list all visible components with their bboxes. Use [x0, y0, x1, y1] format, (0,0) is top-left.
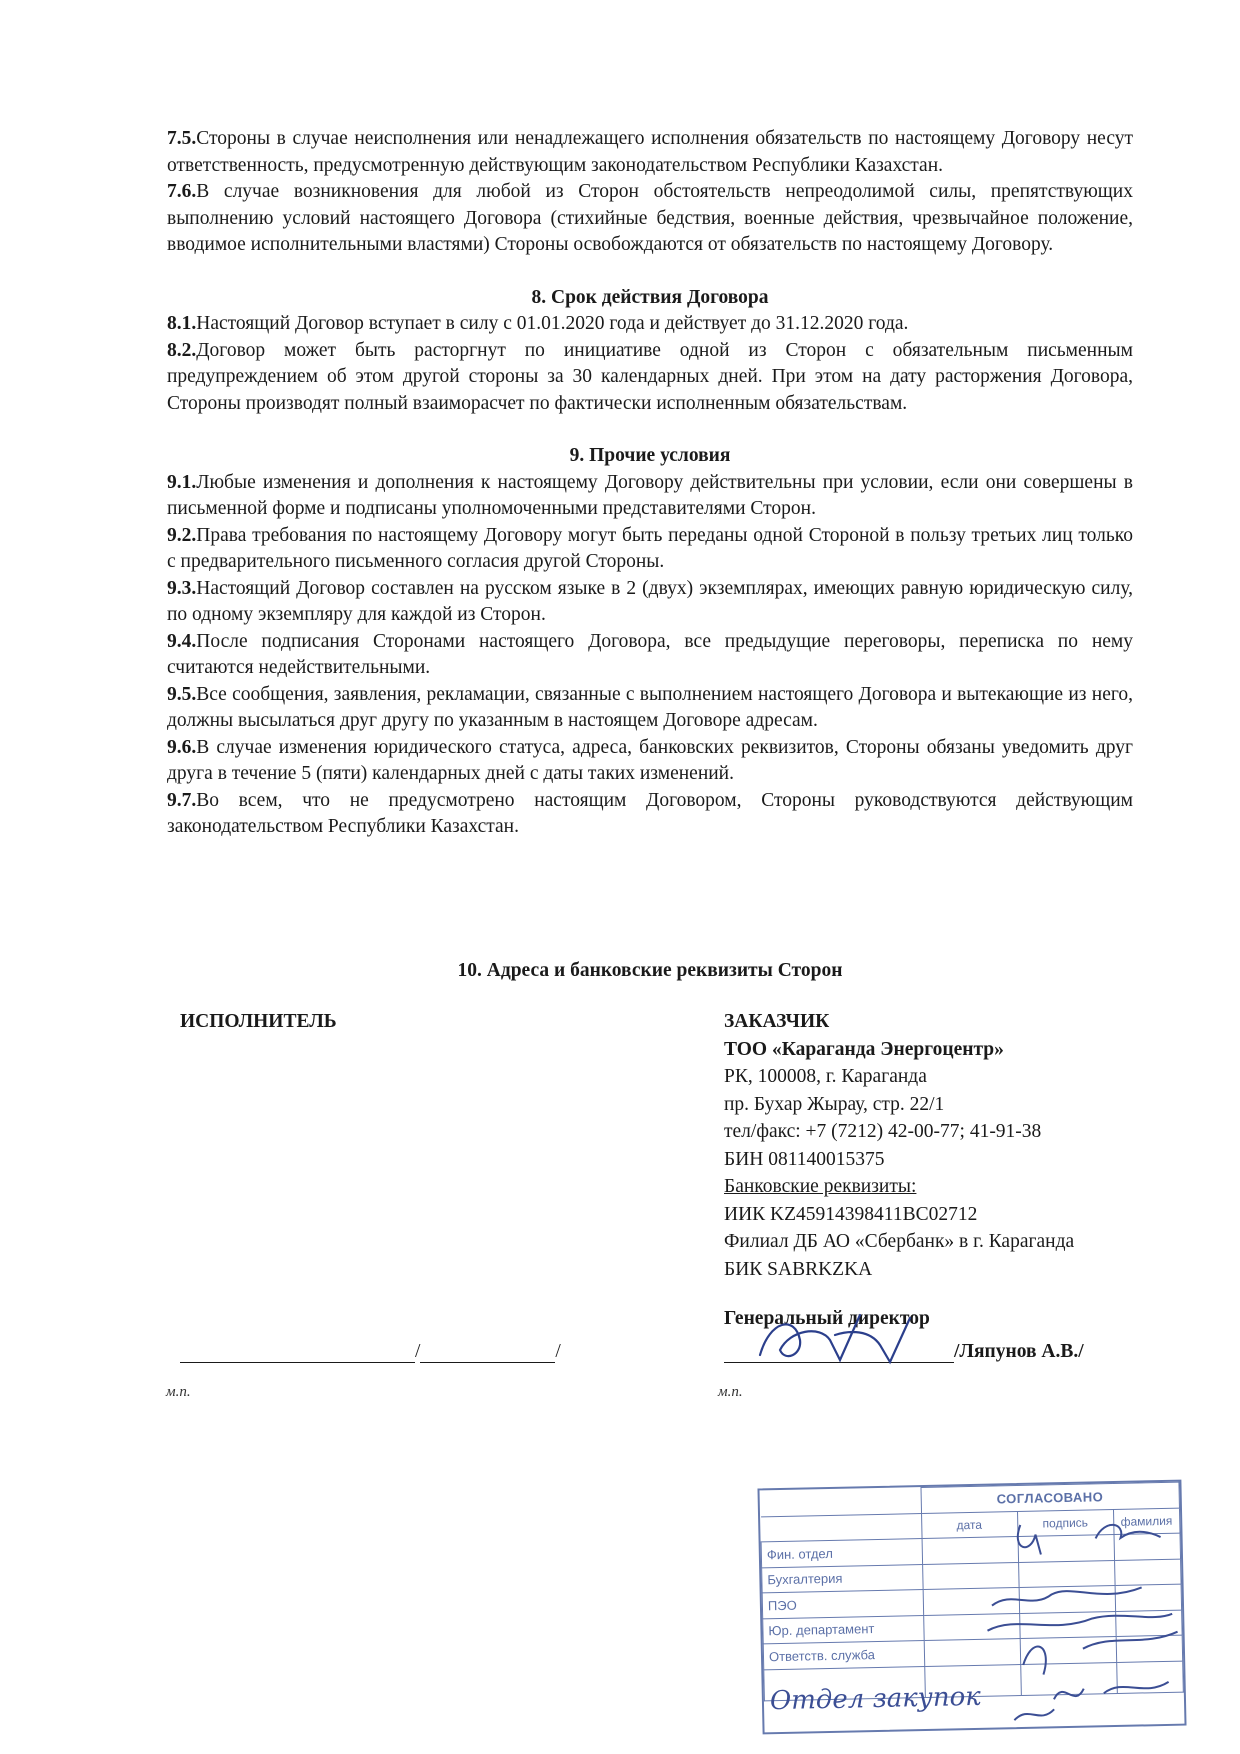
customer-company: ТОО «Караганда Энергоцентр» — [724, 1038, 1004, 1060]
stamp-col-surname: фамилия — [1113, 1508, 1180, 1535]
clause-number: 9.1. — [167, 471, 197, 493]
clause-text: В случае изменения юридического статуса, адреса, банковских реквизитов, Стороны обязаны уведомить друг друга в течение 5 (пяти) календарных дней с даты таких изменений. — [167, 736, 1133, 784]
clause-8-1 — [167, 311, 1133, 338]
clause-text: Любые изменения и дополнения к настоящему Договору действительны при условии, если они совершены в письменной форме и подписаны уполномоченными представителями Сторон. — [167, 471, 1133, 519]
section-9-title: 9. Прочие условия — [569, 445, 731, 466]
approval-signatures-icon — [760, 1482, 1185, 1733]
clause-number: 8.2. — [167, 339, 197, 361]
clause-8-2 — [167, 338, 1133, 418]
clause-number: 7.6. — [167, 181, 197, 202]
executor-label: ИСПОЛНИТЕЛЬ — [180, 1011, 337, 1032]
clause-text: Стороны в случае неисполнения или ненадлежащего исполнения обязательств по настоящему Договору несут ответственность, предусмотренную действующим законодательством Республики Казахстан. — [167, 128, 1133, 176]
clause-number: 9.7. — [167, 789, 197, 811]
stamp-col-sign: подпись — [1017, 1509, 1114, 1537]
stamp-row-label: ПЭО — [762, 1590, 923, 1619]
customer-bin: БИН 081140015375 — [724, 1148, 885, 1170]
clause-text: Договор может быть расторгнут по инициативе одной из Сторон с обязательным письменным предупреждением об этом другой стороны за 30 календарных дней. При этом на дату расторжения Договора, Стороны производят полный взаиморасчет по фактически исполненным обязательствам. — [167, 339, 1133, 414]
signature-end: / — [555, 1341, 561, 1362]
stamp-row-label: Бухгалтерия — [762, 1564, 923, 1593]
customer-bik: БИК SABRKZKA — [724, 1258, 873, 1280]
executor-signature-line — [180, 1340, 561, 1363]
clause-7-6 — [167, 179, 1133, 259]
clause-number: 9.2. — [167, 524, 197, 546]
clause-9-4 — [167, 629, 1133, 682]
signature-separator: / — [415, 1341, 421, 1362]
contract-body — [167, 126, 1133, 841]
clause-9-5 — [167, 682, 1133, 735]
stamp-row-label: Ответств. служба — [763, 1641, 924, 1670]
customer-block — [724, 1008, 1144, 1333]
clause-text: Настоящий Договор составлен на русском языке в 2 (двух) экземплярах, имеющих равную юридическую силу, по одному экземпляру для каждой из Сторон. — [167, 577, 1133, 625]
clause-text: Права требования по настоящему Договору могут быть переданы одной Стороной в пользу третьих лиц только с предварительного письменного согласия другой Стороны. — [167, 524, 1133, 572]
clause-9-6 — [167, 735, 1133, 788]
clause-text: Все сообщения, заявления, рекламации, связанные с выполнением настоящего Договора и вытекающие из него, должны высылаться друг другу по указанным в настоящем Договоре адресам. — [167, 683, 1133, 731]
stamp-row-label: Юр. департамент — [763, 1615, 924, 1644]
customer-iik: ИИК KZ45914398411BC02712 — [724, 1203, 978, 1225]
customer-seal-place: м.п. — [718, 1384, 743, 1400]
director-signature-icon — [740, 1300, 940, 1380]
clause-number: 9.5. — [167, 683, 197, 705]
clause-number: 7.5. — [167, 128, 197, 149]
customer-phone: тел/факс: +7 (7212) 42-00-77; 41-91-38 — [724, 1121, 1042, 1142]
clause-9-1 — [167, 470, 1133, 523]
customer-signer: /Ляпунов А.В./ — [954, 1341, 1084, 1362]
clause-text: Настоящий Договор вступает в силу с 01.01.2020 года и действует до 31.12.2020 года. — [196, 313, 909, 334]
stamp-row-label: Фин. отдел — [761, 1539, 922, 1568]
clause-text: Во всем, что не предусмотрено настоящим Договором, Стороны руководствуются действующим законодательством Республики Казахстан. — [167, 789, 1133, 837]
clause-number: 8.1. — [167, 313, 197, 334]
stamp-handwritten-row: Отдел закупок — [769, 1681, 982, 1717]
executor-seal-place: м.п. — [166, 1384, 191, 1400]
clause-number: 9.4. — [167, 630, 197, 652]
clause-number: 9.3. — [167, 577, 197, 599]
customer-bank-heading: Банковские реквизиты: — [724, 1176, 917, 1197]
customer-label: ЗАКАЗЧИК — [724, 1011, 830, 1032]
customer-address-line2: пр. Бухар Жырау, стр. 22/1 — [724, 1093, 945, 1115]
clause-text: После подписания Сторонами настоящего Договора, все предыдущие переговоры, переписка по нему считаются недействительными. — [167, 630, 1133, 678]
approval-stamp — [757, 1480, 1186, 1735]
clause-text: В случае возникновения для любой из Сторон обстоятельств непреодолимой силы, препятствующих выполнению условий настоящего Договора (стихийные бедствия, военные действия, чрезвычайное положение, вводимое исполнительными властями) Стороны освобождаются от обязательств по настоящему Договору. — [167, 181, 1133, 255]
customer-address-line1: РК, 100008, г. Караганда — [724, 1066, 927, 1087]
section-8-title: 8. Срок действия Договора — [531, 286, 769, 308]
clause-9-2 — [167, 523, 1133, 576]
clause-9-7 — [167, 788, 1133, 841]
clause-9-3 — [167, 576, 1133, 629]
customer-bank: Филиал ДБ АО «Сбербанк» в г. Караганда — [724, 1231, 1075, 1252]
section-10-title: 10. Адреса и банковские реквизиты Сторон — [457, 960, 843, 981]
clause-7-5 — [167, 126, 1133, 179]
executor-block — [180, 1008, 337, 1036]
stamp-col-date: дата — [921, 1511, 1018, 1539]
stamp-title: СОГЛАСОВАНО — [920, 1482, 1179, 1513]
clause-number: 9.6. — [167, 736, 197, 758]
customer-position: Генеральный директор — [724, 1308, 930, 1329]
